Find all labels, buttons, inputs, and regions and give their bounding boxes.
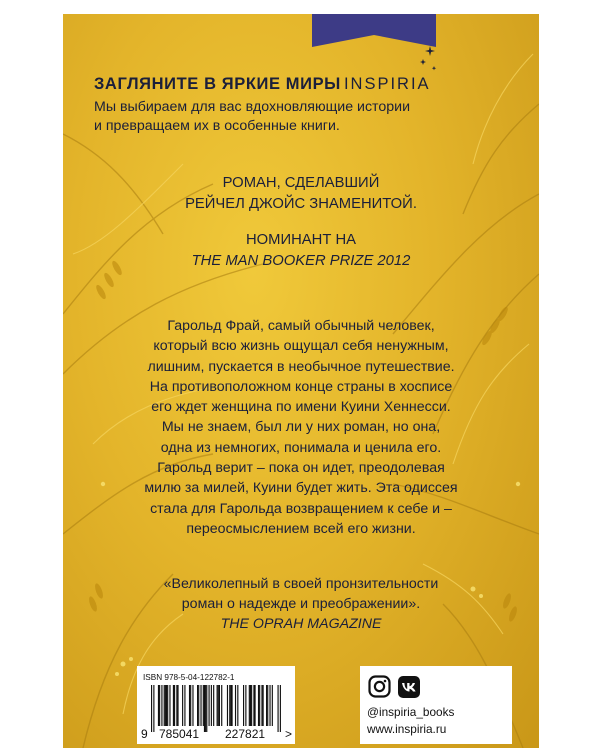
award-line: НОМИНАНТ НА — [245, 232, 357, 248]
social-links-box — [360, 666, 512, 744]
quote-source: THE OPRAH MAGAZINE — [220, 616, 382, 632]
series-heading — [94, 75, 431, 94]
blurb-line: одна из немногих, понимала и ценила его. — [160, 439, 442, 456]
blurb-line: Гарольд Фрай, самый обычный человек, — [167, 318, 435, 334]
book-back-cover — [63, 14, 539, 748]
barcode-digits-right: 227821 — [225, 727, 266, 741]
website-url: www.inspiria.ru — [367, 722, 447, 736]
quote-line: «Великолепный в своей пронзительности — [163, 576, 439, 592]
series-bookmark-ribbon — [312, 14, 436, 35]
blurb-line: На противоположном конце страны в хосписе — [149, 378, 453, 395]
blurb-line: который всю жизнь ощущал себя ненужным, — [153, 338, 449, 355]
barcode-digits-left: 785041 — [159, 727, 200, 741]
blurb-line: милю за милей, Куини будет жить. Эта одиссея — [144, 480, 458, 497]
instagram-icon — [370, 677, 390, 697]
tagline-award — [63, 230, 539, 272]
book-blurb — [63, 316, 539, 539]
isbn-number: ISBN 978-5-04-122782-1 — [143, 673, 235, 682]
barcode-label — [137, 666, 295, 744]
series-description-line: и превращаем их в особенные книги. — [94, 118, 340, 134]
tagline-line: РОМАН, СДЕЛАВШИЙ — [222, 175, 380, 191]
tagline-fame — [63, 173, 539, 215]
social-handle: @inspiria_books — [367, 705, 455, 719]
barcode-image — [137, 666, 295, 744]
vk-icon — [398, 676, 420, 698]
barcode-arrow: > — [285, 727, 293, 741]
series-brand: INSPIRIA — [343, 75, 431, 93]
blurb-line: Гарольд верит – пока он идет, преодолевая — [157, 460, 445, 477]
quote-line: роман о надежде и преображении». — [181, 596, 421, 612]
series-title-text: ЗАГЛЯНИТЕ В ЯРКИЕ МИРЫ — [94, 75, 341, 93]
review-quote — [63, 574, 539, 634]
blurb-line: переосмыслением всей его жизни. — [186, 520, 416, 537]
award-prize-name: THE MAN BOOKER PRIZE 2012 — [191, 253, 411, 269]
blurb-line: его ждет женщина по имени Куини Хеннесси. — [151, 399, 451, 416]
blurb-line: стала для Гарольда возвращением к себе и – — [150, 500, 452, 517]
blurb-line: Мы не знаем, был ли у них роман, но она, — [161, 419, 441, 436]
social-icons — [368, 675, 428, 699]
series-description — [94, 98, 410, 136]
series-description-line: Мы выбираем для вас вдохновляющие истории — [94, 99, 411, 115]
sparkle-icon — [418, 44, 442, 74]
tagline-line: РЕЙЧЕЛ ДЖОЙС ЗНАМЕНИТОЙ. — [185, 196, 417, 212]
blurb-line: лишним, пускается в необычное путешествие. — [147, 358, 455, 375]
barcode-digit-first: 9 — [141, 727, 148, 741]
